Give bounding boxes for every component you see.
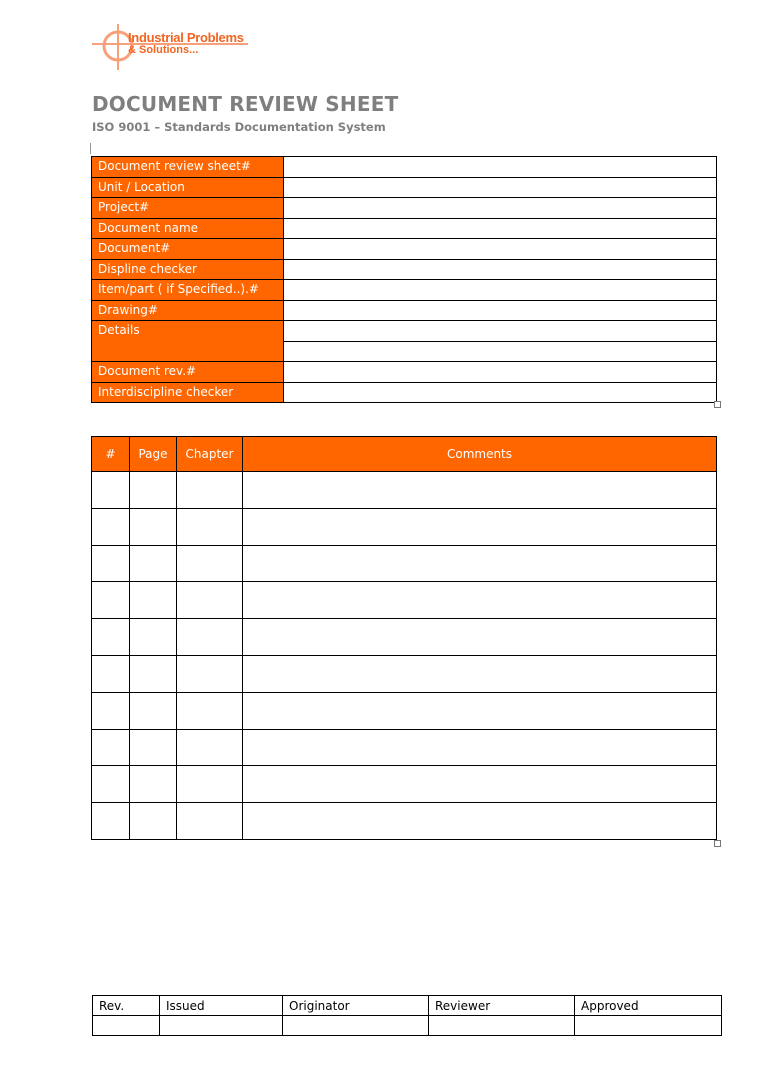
cell-comments[interactable]: [243, 472, 717, 509]
logo-line-1: Industrial Problems: [128, 30, 244, 45]
column-header-originator: Originator: [283, 996, 429, 1016]
column-header-chapter: Chapter: [177, 437, 243, 472]
column-header-page: Page: [130, 437, 177, 472]
cell-comments[interactable]: [243, 766, 717, 803]
label-discipline-checker: Displine checker: [92, 259, 284, 280]
cell-chapter[interactable]: [177, 766, 243, 803]
cell-page[interactable]: [130, 655, 177, 692]
column-header-rev: Rev.: [93, 996, 160, 1016]
table-row: [92, 766, 717, 803]
field-details-2[interactable]: [284, 341, 717, 362]
page-subtitle: ISO 9001 – Standards Documentation System: [92, 120, 386, 134]
table-row: [92, 729, 717, 766]
table-row: [92, 803, 717, 840]
label-item-part: Item/part ( if Specified..).#: [92, 280, 284, 301]
cell-reviewer[interactable]: [429, 1016, 575, 1036]
document-info-table: [91, 156, 717, 403]
cell-number[interactable]: [92, 508, 130, 545]
cell-comments[interactable]: [243, 729, 717, 766]
cell-chapter[interactable]: [177, 582, 243, 619]
cell-page[interactable]: [130, 582, 177, 619]
cell-page[interactable]: [130, 766, 177, 803]
cell-number[interactable]: [92, 545, 130, 582]
cell-page[interactable]: [130, 803, 177, 840]
cell-approved[interactable]: [575, 1016, 722, 1036]
table-row: [92, 508, 717, 545]
label-document-name: Document name: [92, 218, 284, 239]
cell-chapter[interactable]: [177, 655, 243, 692]
cell-originator[interactable]: [283, 1016, 429, 1036]
table-header-row: [92, 437, 717, 472]
table-row: [92, 218, 717, 239]
label-drawing: Drawing#: [92, 300, 284, 321]
cell-comments[interactable]: [243, 803, 717, 840]
label-project: Project#: [92, 198, 284, 219]
cell-comments[interactable]: [243, 508, 717, 545]
field-item-part[interactable]: [284, 280, 717, 301]
cell-comments[interactable]: [243, 692, 717, 729]
label-document-rev: Document rev.#: [92, 362, 284, 383]
table-row: [92, 177, 717, 198]
table-row: [92, 582, 717, 619]
table-resize-handle[interactable]: [714, 401, 721, 408]
label-interdiscipline-checker: Interdiscipline checker: [92, 382, 284, 403]
table-row: [92, 157, 717, 178]
cell-number[interactable]: [92, 766, 130, 803]
cell-chapter[interactable]: [177, 472, 243, 509]
cell-comments[interactable]: [243, 582, 717, 619]
cell-page[interactable]: [130, 472, 177, 509]
cell-number[interactable]: [92, 803, 130, 840]
cell-chapter[interactable]: [177, 729, 243, 766]
cell-number[interactable]: [92, 692, 130, 729]
field-document-name[interactable]: [284, 218, 717, 239]
label-document-no: Document#: [92, 239, 284, 260]
column-header-issued: Issued: [160, 996, 283, 1016]
revision-table: [92, 995, 722, 1036]
cell-comments[interactable]: [243, 655, 717, 692]
cell-chapter[interactable]: [177, 619, 243, 656]
field-document-rev[interactable]: [284, 362, 717, 383]
cell-chapter[interactable]: [177, 692, 243, 729]
cell-page[interactable]: [130, 545, 177, 582]
table-row: [92, 382, 717, 403]
table-row: [92, 362, 717, 383]
label-details: Details: [92, 321, 284, 362]
table-row: [92, 655, 717, 692]
column-header-comments: Comments: [243, 437, 717, 472]
table-row: [93, 1016, 722, 1036]
cell-number[interactable]: [92, 619, 130, 656]
field-details-1[interactable]: [284, 321, 717, 342]
column-header-reviewer: Reviewer: [429, 996, 575, 1016]
field-unit-location[interactable]: [284, 177, 717, 198]
cell-rev[interactable]: [93, 1016, 160, 1036]
field-interdiscipline-checker[interactable]: [284, 382, 717, 403]
page-title: DOCUMENT REVIEW SHEET: [92, 92, 399, 116]
table-header-row: [93, 996, 722, 1016]
table-row: [92, 321, 717, 342]
table-resize-handle[interactable]: [714, 840, 721, 847]
cell-page[interactable]: [130, 619, 177, 656]
logo-line-2: & Solutions...: [128, 44, 199, 56]
table-row: [92, 259, 717, 280]
cell-number[interactable]: [92, 472, 130, 509]
company-logo: [90, 22, 250, 72]
cell-page[interactable]: [130, 692, 177, 729]
table-row: [92, 692, 717, 729]
cell-chapter[interactable]: [177, 508, 243, 545]
table-row: [92, 619, 717, 656]
table-row: [92, 300, 717, 321]
table-row: [92, 280, 717, 301]
cell-comments[interactable]: [243, 545, 717, 582]
comments-table: [91, 436, 717, 840]
field-drawing[interactable]: [284, 300, 717, 321]
cell-chapter[interactable]: [177, 545, 243, 582]
cell-page[interactable]: [130, 729, 177, 766]
field-discipline-checker[interactable]: [284, 259, 717, 280]
cell-number[interactable]: [92, 655, 130, 692]
label-unit-location: Unit / Location: [92, 177, 284, 198]
label-review-sheet: Document review sheet#: [92, 157, 284, 178]
column-header-number: #: [92, 437, 130, 472]
table-row: [92, 198, 717, 219]
table-row: [92, 239, 717, 260]
cell-number[interactable]: [92, 582, 130, 619]
field-project[interactable]: [284, 198, 717, 219]
cell-issued[interactable]: [160, 1016, 283, 1036]
cell-number[interactable]: [92, 729, 130, 766]
field-review-sheet[interactable]: [284, 157, 717, 178]
cell-page[interactable]: [130, 508, 177, 545]
cell-comments[interactable]: [243, 619, 717, 656]
table-row: [92, 472, 717, 509]
field-document-no[interactable]: [284, 239, 717, 260]
column-header-approved: Approved: [575, 996, 722, 1016]
table-row: [92, 545, 717, 582]
text-cursor: [90, 143, 91, 154]
cell-chapter[interactable]: [177, 803, 243, 840]
